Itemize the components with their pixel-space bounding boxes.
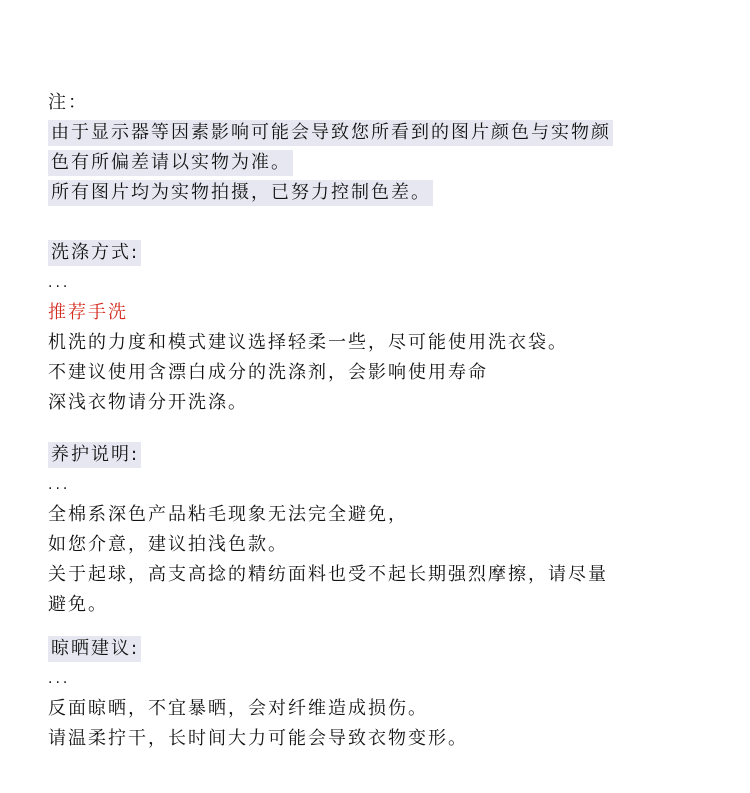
drying-line: 反面晾晒，不宜暴晒，会对纤维造成损伤。: [48, 698, 428, 719]
care-dots: ...: [48, 477, 71, 493]
washing-line: 深浅衣物请分开洗涤。: [48, 392, 248, 413]
washing-recommendation: 推荐手洗: [48, 302, 128, 323]
care-line: 避免。: [48, 594, 108, 615]
note-line: [48, 148, 708, 178]
care-heading: 养护说明:: [48, 440, 708, 470]
note-heading: 注：: [48, 92, 88, 113]
note-highlight: 由于显示器等因素影响可能会导致您所看到的图片颜色与实物颜: [48, 120, 613, 146]
care-line: 关于起球，高支高捻的精纺面料也受不起长期强烈摩擦，请尽量: [48, 564, 608, 585]
washing-line: 不建议使用含漂白成分的洗涤剂，会影响使用寿命: [48, 362, 488, 383]
drying-line: 请温柔拧干，长时间大力可能会导致衣物变形。: [48, 728, 468, 749]
washing-dots: ...: [48, 275, 71, 291]
care-line: 如您介意，建议拍浅色款。: [48, 534, 288, 555]
note-line: [48, 118, 708, 148]
note-highlight: 所有图片均为实物拍摄，已努力控制色差。: [48, 180, 433, 206]
washing-heading: 洗涤方式:: [48, 238, 708, 268]
note-line: [48, 178, 708, 208]
drying-dots: ...: [48, 671, 71, 687]
drying-heading: 晾晒建议:: [48, 634, 708, 664]
product-notes: [48, 88, 708, 754]
washing-line: 机洗的力度和模式建议选择轻柔一些，尽可能使用洗衣袋。: [48, 332, 568, 353]
note-highlight: 色有所偏差请以实物为准。: [48, 150, 293, 176]
care-line: 全棉系深色产品粘毛现象无法完全避免，: [48, 504, 408, 525]
